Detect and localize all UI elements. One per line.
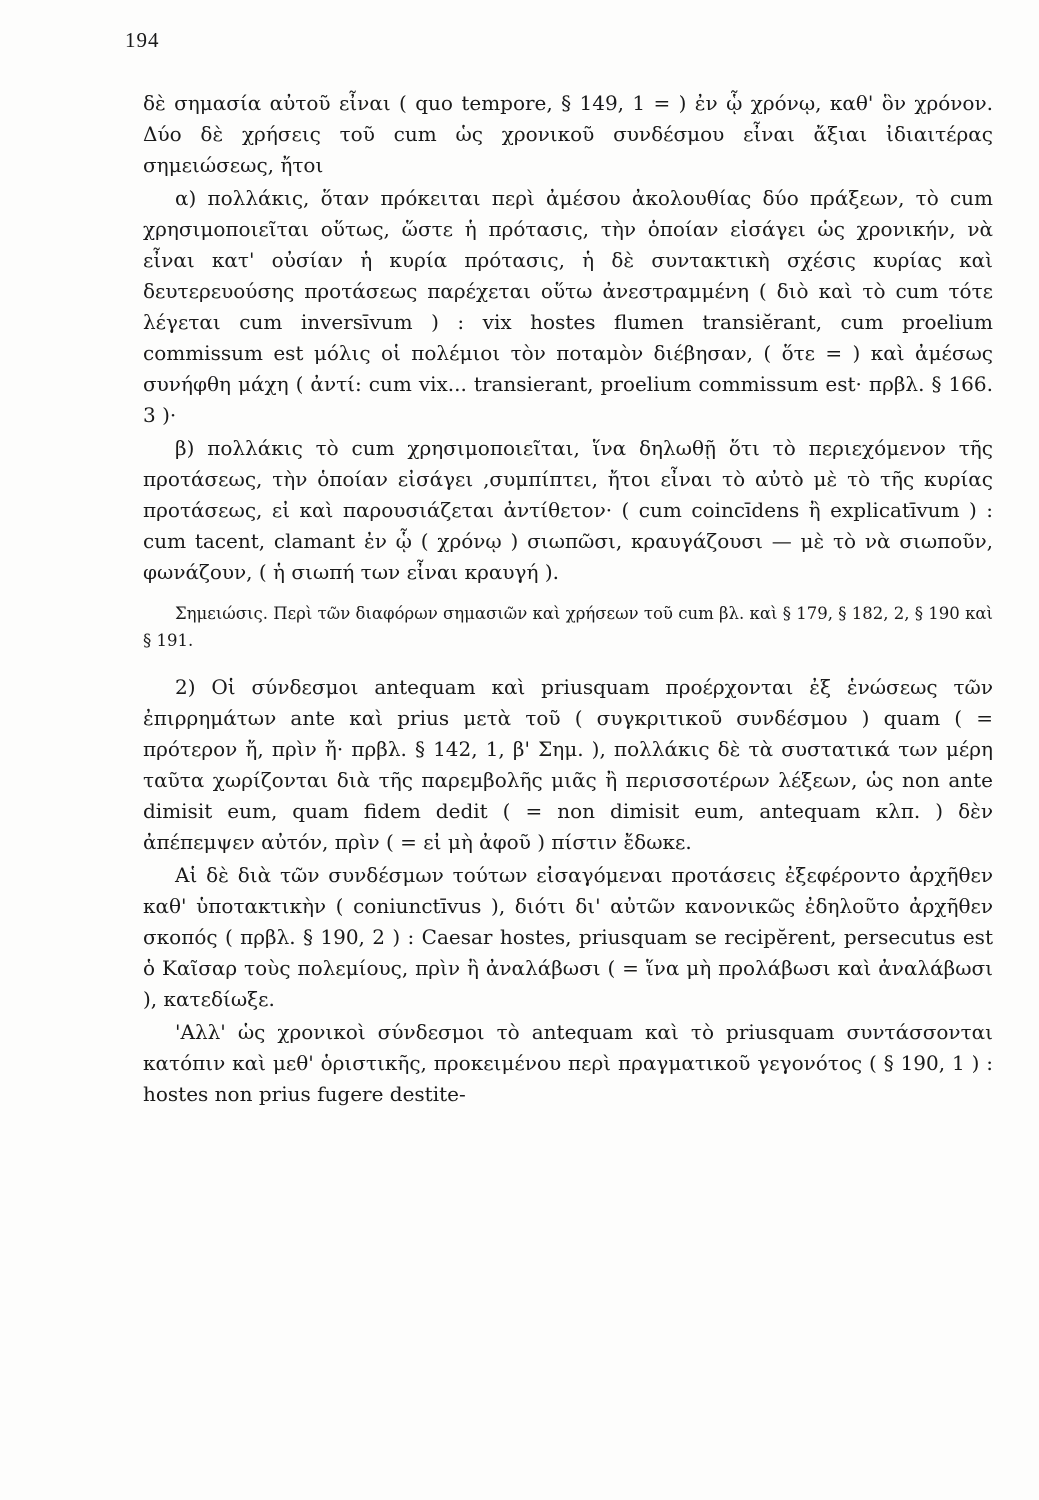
paragraph-alpha: α) πολλάκις, ὅταν πρόκειται περὶ ἀμέσου ἀκολουθίας δύο πράξεων, τὸ cum χρησιμοποιεῖται οὕτως, ὥστε ἡ πρότασις, τὴν ὁποίαν εἰσάγει ὡς χρονικήν, νὰ εἶναι κατ' οὐσίαν ἡ κυρία πρότασις, ἡ δὲ συντακτικὴ σχέσις κυρίας καὶ δευτερευούσης προτάσεως παρέχεται οὕτω ἀνεστραμμένη ( διὸ καὶ τὸ cum τότε λέγεται cum inversīvum ) : vix hostes flumen transiĕrant, cum proelium commissum est μόλις οἱ πολέμιοι τὸν ποταμὸν διέβησαν, ( ὅτε = ) καὶ ἀμέσως συνήφθη μάχη ( ἀντί: cum vix... transierant, proelium commissum est· πρβλ. § 166. 3 )· <box>143 186 993 427</box>
page-number: 194 <box>125 28 160 52</box>
paragraph-beta: β) πολλάκις τὸ cum χρησιμοποιεῖται, ἵνα δηλωθῇ ὅτι τὸ περιεχόμενον τῆς προτάσεως, τὴν ὁποίαν εἰσάγει ,συμπίπτει, ἤτοι εἶναι τὸ αὐτὸ μὲ τὸ τῆς κυρίας προτάσεως, εἰ καὶ παρουσιάζεται ἀντίθετον· ( cum coincīdens ἢ explicatīvum ) : cum tacent, clamant ἐν ᾧ ( χρόνῳ ) σιωπῶσι, κραυγάζουσι — μὲ τὸ νὰ σιωποῦν, φωνάζουν, ( ἡ σιωπή των εἶναι κραυγή ). <box>143 436 993 584</box>
paragraph-antequam: 2) Οἱ σύνδεσμοι antequam καὶ priusquam προέρχονται ἐξ ἑνώσεως τῶν ἐπιρρημάτων ante καὶ prius μετὰ τοῦ ( συγκριτικοῦ συνδέσμου ) quam ( = πρότερον ἤ, πρὶν ἤ· πρβλ. § 142, 1, β' Σημ. ), πολλάκις δὲ τὰ συστατικά των μέρη ταῦτα χωρίζονται διὰ τῆς παρεμβολῆς μιᾶς ἢ περισσοτέρων λέξεων, ὡς non ante dimisit eum, quam fidem dedit ( = non dimisit eum, antequam κλπ. ) δὲν ἀπέπεμψεν αὐτόν, πρὶν ( = εἰ μὴ ἀφοῦ ) πίστιν ἔδωκε. <box>143 675 993 854</box>
paragraph-intro: δὲ σημασία αὐτοῦ εἶναι ( quo tempore, § 149, 1 = ) ἐν ᾧ χρόνῳ, καθ' ὃν χρόνον. Δύο δὲ χρήσεις τοῦ cum ὡς χρονικοῦ συνδέσμου εἶναι ἄξιαι ἰδιαιτέρας σημειώσεως, ἤτοι <box>143 91 993 177</box>
body-text <box>143 88 993 1110</box>
paragraph-subjunctive: Αἱ δὲ διὰ τῶν συνδέσμων τούτων εἰσαγόμεναι προτάσεις ἐξεφέροντο ἀρχῆθεν καθ' ὑποτακτικὴν ( coniunctīvus ), διότι δι' αὐτῶν κανονικῶς ἐδηλοῦτο ἀρχῆθεν σκοπός ( πρβλ. § 190, 2 ) : Caesar hostes, priusquam se recipĕrent, persecutus est ὁ Καῖσαρ τοὺς πολεμίους, πρὶν ἢ ἀναλάβωσι ( = ἵνα μὴ προλάβωσι καὶ ἀναλάβωσι ), κατεδίωξε. <box>143 863 993 1011</box>
paragraph-indicative: 'Αλλ' ὡς χρονικοὶ σύνδεσμοι τὸ antequam καὶ τὸ priusquam συντάσσονται κατόπιν καὶ μεθ' ὁριστικῆς, προκειμένου περὶ πραγματικοῦ γεγονότος ( § 190, 1 ) : hostes non prius fugere destite- <box>143 1020 993 1106</box>
note-paragraph: Σημειώσις. Περὶ τῶν διαφόρων σημασιῶν καὶ χρήσεων τοῦ cum βλ. καὶ § 179, § 182, 2, § 190 καὶ § 191. <box>143 604 993 650</box>
